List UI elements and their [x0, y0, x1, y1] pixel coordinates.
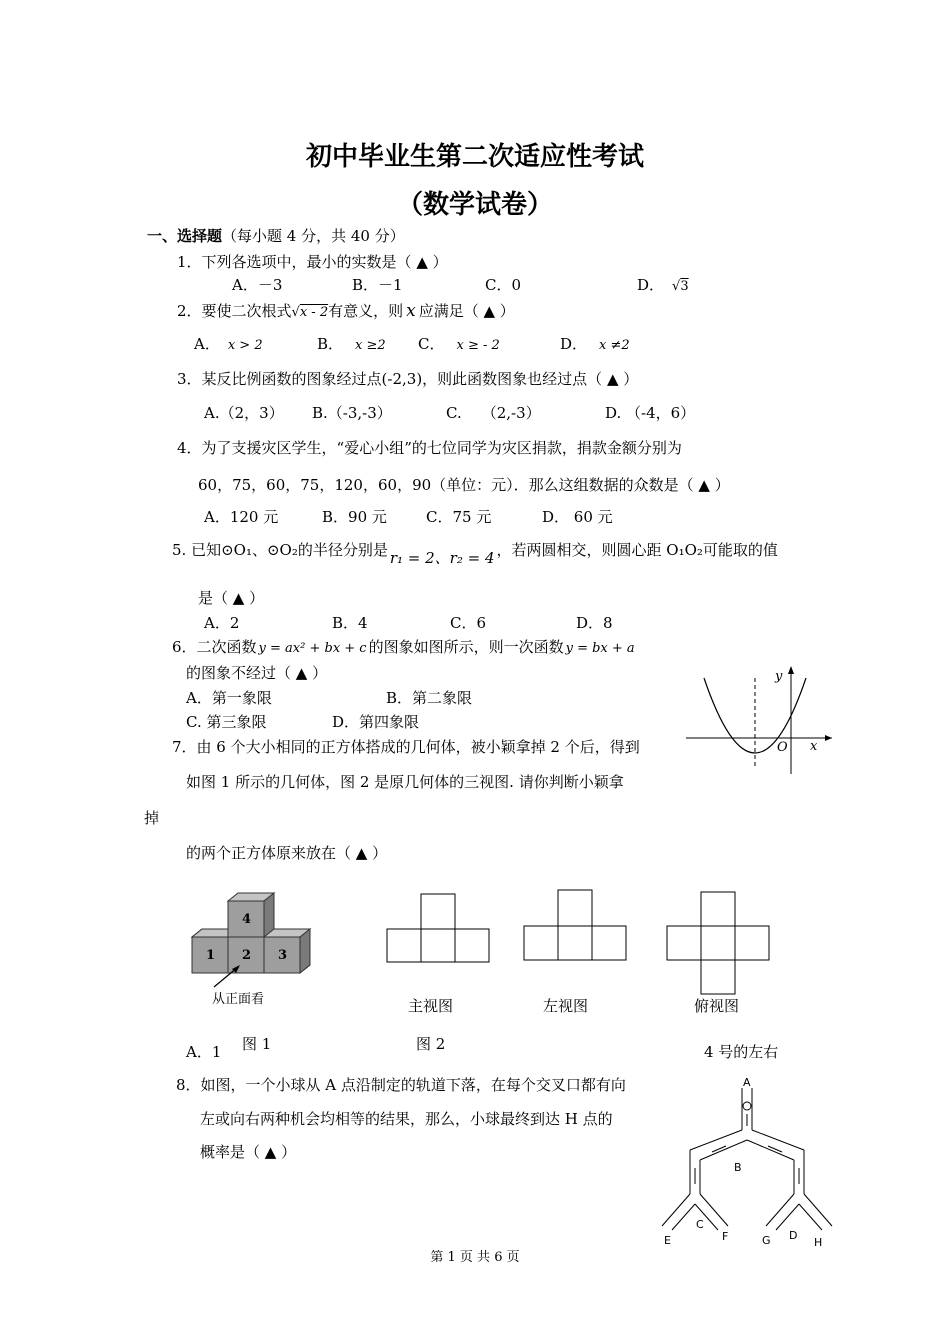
q6-stem-line2: 的图象不经过（ ▲ ） [186, 664, 328, 682]
q7-cube-figure [192, 885, 317, 980]
q2-option-d-label: D． [560, 335, 588, 353]
cube-3-label: 3 [278, 948, 288, 963]
q7-option-tail: 4 号的左右 [704, 1043, 779, 1061]
q5-option-d: D．8 [576, 614, 613, 632]
left-view-top-square [558, 890, 592, 926]
q1-stem: 1．下列各选项中，最小的实数是（ ▲ ） [177, 253, 448, 271]
q3-stem: 3．某反比例函数的图象经过点(-2,3)，则此函数图象也经过点（ ▲ ） [177, 370, 639, 388]
q4-stem-line2: 60，75，60，75，120，60，90（单位：元）．那么这组数据的众数是（ ▲ ） [198, 476, 730, 494]
cube-1-label: 1 [206, 948, 216, 963]
track-label-g: G [762, 1234, 771, 1247]
front-view-square [455, 929, 489, 962]
left-view-diagram [523, 888, 629, 962]
q1-option-a: A．－3 [232, 276, 283, 294]
front-view-square [421, 929, 455, 962]
q1-option-d-label: D． [637, 276, 665, 294]
page-footer: 第 1 页 共 6 页 [430, 1250, 520, 1265]
flow-arrow [768, 1146, 782, 1152]
fig2-caption: 图 2 [416, 1035, 446, 1053]
q5-radius-expr: r₁ = 2、r₂ = 4 [389, 549, 495, 567]
q5-stem-b: ，若两圆相交，则圆心距 O₁O₂可能取的值 [496, 541, 778, 559]
q6-stem-b: 的图象如图所示，则一次函数 [368, 638, 564, 656]
front-view-label: 主视图 [408, 997, 454, 1015]
cube-2-label: 2 [242, 948, 252, 963]
q4-stem-line1: 4．为了支援灾区学生，“爱心小组”的七位同学为灾区捐款，捐款金额分别为 [177, 439, 682, 457]
cube-row-side [300, 929, 310, 973]
q3-option-b: B.（-3,-3） [312, 404, 392, 422]
left-view-square [524, 926, 558, 960]
x-axis-label: x [810, 739, 818, 754]
front-view-top-square [421, 894, 455, 929]
q1-option-b: B．－1 [352, 276, 403, 294]
q2-sqrt-arg: x - 2 [299, 305, 329, 320]
q6-option-c: C. 第三象限 [186, 713, 267, 731]
flow-arrow [712, 1146, 726, 1152]
track-rail [700, 1194, 728, 1226]
q2-stem-a: 2．要使二次根式 [177, 302, 292, 320]
track-rail [776, 1204, 799, 1230]
q3-option-a: A.（2，3） [204, 404, 284, 422]
q2-option-c-label: C． [418, 335, 445, 353]
q6-func1: y = ax² + bx + c [258, 641, 367, 656]
track-label-e: E [664, 1234, 671, 1247]
q1-option-d [637, 275, 689, 297]
left-view-square [592, 926, 626, 960]
q6-func2: y = bx + a [565, 641, 635, 656]
q7-line2: 如图 1 所示的几何体，图 2 是原几何体的三视图. 请你判断小颖拿 [186, 773, 624, 791]
q4-option-b: B．90 元 [322, 508, 387, 526]
cube-4-label: 4 [242, 912, 252, 927]
q7-line4: 的两个正方体原来放在（ ▲ ） [186, 844, 388, 862]
q7-line1: 7．由 6 个大小相同的正方体搭成的几何体，被小颖拿掉 2 个后，得到 [172, 738, 640, 756]
q2-option-d-math: x ≠2 [599, 338, 630, 353]
q5-option-a: A．2 [204, 614, 240, 632]
top-view-square [735, 926, 769, 960]
q5-option-c: C．6 [450, 614, 487, 632]
q3-option-c-label: C. [446, 404, 462, 422]
section-note: （每小题 4 分，共 40 分） [222, 227, 405, 245]
fig1-caption: 图 1 [242, 1035, 272, 1053]
front-view-caption: 从正面看 [212, 992, 265, 1007]
track-label-b: B [734, 1161, 742, 1174]
q2-stem-b: 有意义，则 [328, 302, 404, 320]
track-rail [662, 1194, 690, 1226]
front-view-square [387, 929, 421, 962]
q2-option-b [317, 334, 386, 356]
q8-track-diagram [656, 1074, 836, 1249]
track-label-f: F [722, 1230, 729, 1243]
q7-line3: 掉 [144, 809, 160, 827]
track-label-h: H [814, 1236, 823, 1249]
origin-label: O [777, 740, 788, 755]
section-heading [147, 226, 405, 246]
top-view-square [667, 926, 701, 960]
q5-stem-line2: 是（ ▲ ） [198, 589, 265, 607]
q4-option-d: D． 60 元 [542, 508, 613, 526]
q2-var: x [406, 301, 416, 321]
top-view-label: 俯视图 [694, 997, 740, 1015]
top-view-square [701, 960, 735, 994]
front-view-diagram [386, 892, 492, 964]
q8-line3: 概率是（ ▲ ） [200, 1143, 297, 1161]
q2-option-a [194, 334, 263, 356]
q6-parabola-graph [686, 660, 836, 780]
track-rail [804, 1194, 832, 1226]
q6-option-b: B．第二象限 [386, 689, 473, 707]
q6-option-d: D．第四象限 [332, 713, 420, 731]
track-rail [766, 1194, 794, 1226]
top-view-square [701, 926, 735, 960]
track-label-d: D [789, 1229, 798, 1242]
q2-option-b-label: B． [317, 335, 344, 353]
q3-option-d: D. （-4，6） [605, 404, 696, 422]
q1-option-c: C．0 [485, 276, 522, 294]
q7-option-a: A．1 [186, 1043, 222, 1061]
q2-sqrt: √x - 2 [291, 305, 329, 320]
left-view-square [558, 926, 592, 960]
q5-stem-line1 [172, 540, 778, 567]
q8-line2: 左或向右两种机会均相等的结果，那么，小球最终到达 H 点的 [200, 1110, 613, 1128]
q2-option-a-math: x > 2 [227, 338, 263, 353]
q6-stem-a: 6．二次函数 [172, 638, 257, 656]
q5-option-b: B．4 [332, 614, 368, 632]
y-axis-label: y [775, 669, 783, 684]
track-rail [752, 1130, 804, 1150]
q3-option-c [446, 403, 541, 423]
q2-option-b-math: x ≥2 [355, 338, 386, 353]
exam-subtitle: （数学试卷） [396, 190, 553, 220]
track-rail [690, 1130, 742, 1150]
track-label-c: C [696, 1218, 704, 1231]
q2-option-d [560, 334, 630, 356]
q1-sqrt-arg: 3 [680, 279, 689, 294]
ball [743, 1102, 751, 1110]
q5-stem-a: 5. 已知⊙O₁、⊙O₂的半径分别是 [172, 541, 388, 559]
q6-stem-line1 [172, 637, 635, 659]
x-axis-arrow [825, 735, 832, 741]
y-axis-arrow [788, 666, 794, 674]
q2-stem-c: 应满足（ ▲ ） [418, 302, 515, 320]
top-view-square [701, 892, 735, 926]
q6-option-a: A．第一象限 [186, 689, 272, 707]
track-label-a: A [743, 1076, 751, 1089]
q2-stem [177, 301, 515, 323]
sqrt-symbol: √3 [672, 279, 689, 294]
q3-option-c-math: （2,-3） [481, 404, 541, 422]
q2-option-a-label: A． [194, 335, 220, 353]
q4-option-c: C．75 元 [426, 508, 492, 526]
q4-option-a: A．120 元 [204, 508, 279, 526]
track-rail [672, 1204, 695, 1230]
q2-option-c [418, 334, 500, 356]
q8-line1: 8．如图，一个小球从 A 点沿制定的轨道下落，在每个交叉口都有向 [176, 1076, 626, 1094]
exam-title: 初中毕业生第二次适应性考试 [305, 142, 644, 172]
left-view-label: 左视图 [543, 997, 589, 1015]
q2-option-c-math: x ≥ - 2 [456, 338, 500, 353]
top-view-diagram [666, 890, 772, 996]
track-rail [799, 1204, 822, 1230]
cube-4-side [264, 893, 274, 937]
section-title: 一、选择题 [147, 227, 223, 245]
